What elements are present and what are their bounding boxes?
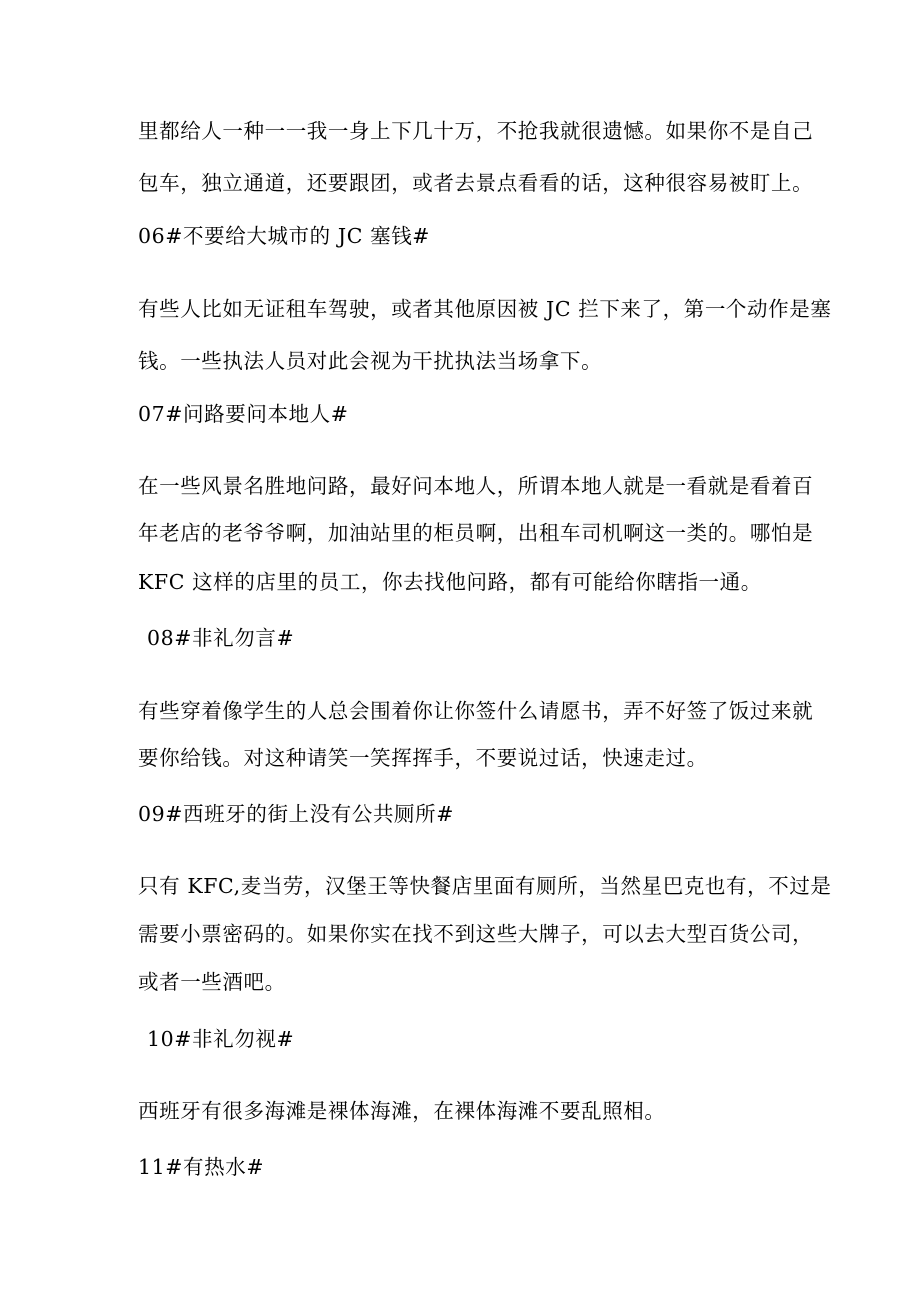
paragraph-line: 只有 KFC,麦当劳，汉堡王等快餐店里面有厕所，当然星巴克也有，不过是: [138, 874, 832, 898]
paragraph-line: 有些穿着像学生的人总会围着你让你签什么请愿书，弄不好签了饭过来就: [138, 699, 814, 723]
paragraph-line: 年老店的老爷爷啊，加油站里的柜员啊，出租车司机啊这一类的。哪怕是: [138, 521, 814, 545]
section-heading: 11#有热水#: [138, 1155, 265, 1179]
paragraph-line: 在一些风景名胜地问路，最好问本地人，所谓本地人就是一看就是看着百: [138, 474, 814, 498]
section-heading: 06#不要给大城市的 JC 塞钱#: [138, 224, 431, 248]
paragraph-line: KFC 这样的店里的员工，你去找他问路，都有可能给你瞎指一通。: [138, 570, 762, 594]
section-heading: 08#非礼勿言#: [147, 626, 295, 650]
paragraph-line: 包车，独立通道，还要跟团，或者去景点看看的话，这种很容易被盯上。: [138, 171, 814, 195]
section-heading: 09#西班牙的街上没有公共厕所#: [138, 802, 455, 826]
section-heading: 10#非礼勿视#: [147, 1027, 295, 1051]
paragraph-line: 有些人比如无证租车驾驶，或者其他原因被 JC 拦下来了，第一个动作是塞: [138, 297, 832, 321]
paragraph-line: 里都给人一种一一我一身上下几十万，不抢我就很遗憾。如果你不是自己: [138, 119, 814, 143]
paragraph-line: 钱。一些执法人员对此会视为干扰执法当场拿下。: [138, 349, 603, 373]
paragraph-line: 需要小票密码的。如果你实在找不到这些大牌子，可以去大型百货公司，: [138, 922, 814, 946]
paragraph-line: 要你给钱。对这种请笑一笑挥挥手，不要说过话，快速走过。: [138, 746, 708, 770]
paragraph-line: 或者一些酒吧。: [138, 970, 286, 994]
paragraph-line: 西班牙有很多海滩是裸体海滩，在裸体海滩不要乱照相。: [138, 1099, 666, 1123]
section-heading: 07#问路要问本地人#: [138, 402, 349, 426]
